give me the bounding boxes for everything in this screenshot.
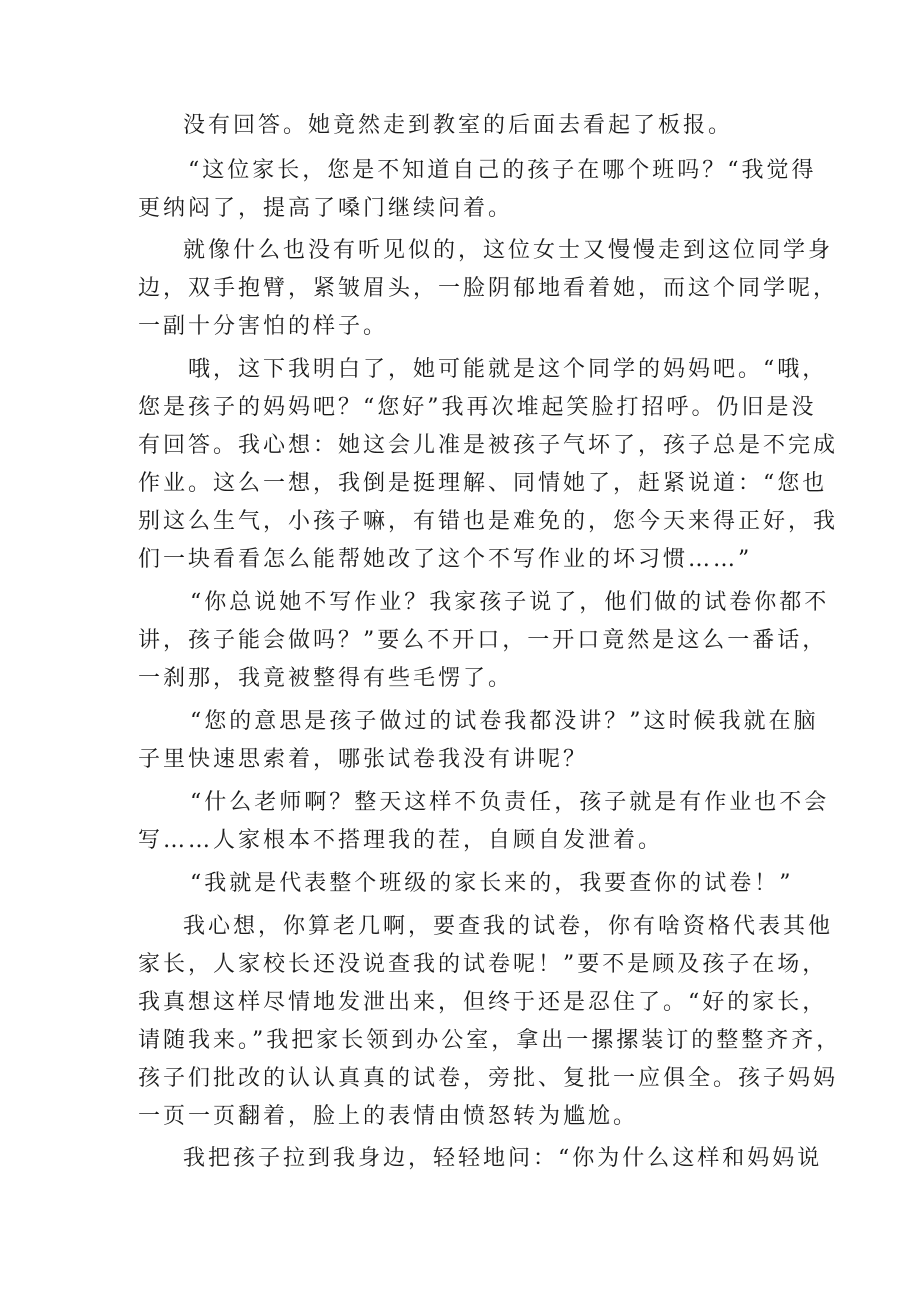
text-line: 我把孩子拉到我身边，轻轻地问：“你为什么这样和妈妈说 [183,1146,823,1171]
text-line: 一副十分害怕的样子。 [138,314,389,339]
text-line: 们一块看看怎么能帮她改了这个不写作业的坏习惯……” [138,547,753,572]
text-line: 边，双手抱臂，紧皱眉头，一脸阴郁地看着她，而这个同学呢， [138,276,839,301]
text-line: 别这么生气，小孩子嘛，有错也是难免的，您今天来得正好，我 [138,509,839,534]
text-line: 没有回答。她竟然走到教室的后面去看起了板报。 [183,113,734,138]
text-line: 写……人家根本不搭理我的茬，自顾自发泄着。 [138,828,664,853]
text-line: 有回答。我心想：她这会儿准是被孩子气坏了，孩子总是不完成 [138,433,839,458]
text-line: 孩子们批改的认认真真的试卷，旁批、复批一应俱全。孩子妈妈 [138,1066,839,1091]
text-line: 一页一页翻着，脸上的表情由愤怒转为尴尬。 [138,1104,639,1129]
text-line: 一刹那，我竟被整得有些毛愣了。 [138,666,514,691]
text-line: 哦，这下我明白了，她可能就是这个同学的妈妈吧。“哦， [188,357,828,382]
text-line: 更纳闷了，提高了嗓门继续问着。 [138,196,514,221]
text-line: 请随我来。”我把家长领到办公室，拿出一摞摞装订的整整齐齐， [138,1028,842,1053]
text-line: 我真想这样尽情地发泄出来，但终于还是忍住了。“好的家长， [138,990,828,1015]
text-line: 就像什么也没有听见似的，这位女士又慢慢走到这位同学身 [183,238,834,263]
text-line: “你总说她不写作业？我家孩子说了，他们做的试卷你都不 [190,590,830,615]
text-line: 家长，人家校长还没说查我的试卷呢！”要不是顾及孩子在场， [138,952,828,977]
text-line: “您的意思是孩子做过的试卷我都没讲？”这时候我就在脑 [190,709,819,734]
text-line: 作业。这么一想，我倒是挺理解、同情她了，赶紧说道：“您也 [138,471,828,496]
text-line: 您是孩子的妈妈吧？“您好”我再次堆起笑脸打招呼。仍旧是没 [138,395,817,420]
text-line: 子里快速思索着，哪张试卷我没有讲呢？ [138,747,589,772]
text-line: 讲，孩子能会做吗？”要么不开口，一开口竟然是这么一番话， [138,628,828,653]
text-line: “什么老师啊？整天这样不负责任，孩子就是有作业也不会 [190,790,830,815]
text-line: 我心想，你算老几啊，要查我的试卷，你有啥资格代表其他 [183,914,834,939]
text-line: “我就是代表整个班级的家长来的，我要查你的试卷！” [190,871,794,896]
text-line: “这位家长，您是不知道自己的孩子在哪个班吗？“我觉得 [188,158,817,183]
